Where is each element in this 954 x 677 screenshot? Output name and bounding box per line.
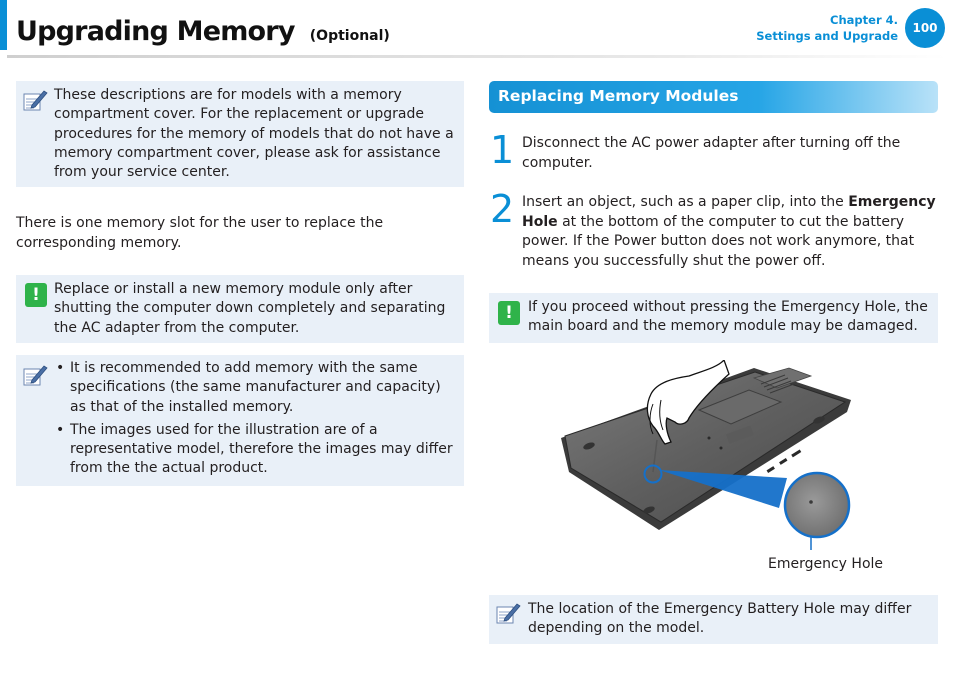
pencil-note-icon (22, 88, 48, 114)
step-number-2: 2 (490, 187, 515, 231)
page-title-suffix: (Optional) (309, 28, 390, 44)
list-item: • The images used for the illustration are of a representative model, therefore the images may differ from the the actual product. (56, 421, 458, 479)
section-title: Replacing Memory Modules (498, 87, 739, 105)
caution-box-shutdown (16, 275, 464, 343)
caution-text-emergency-hole: If you proceed without pressing the Emergency Hole, the main board and the memory module may be damaged. (528, 299, 928, 335)
step-text-2-start: Insert an object, such as a paper clip, into the (522, 194, 849, 210)
exclamation-caution-icon: ! (498, 301, 520, 325)
pencil-note-icon (495, 601, 521, 627)
step-text-2-emphasis: Emergency Hole (522, 194, 936, 230)
intro-paragraph: There is one memory slot for the user to replace the corresponding memory. (16, 215, 384, 251)
pencil-note-icon (22, 363, 48, 389)
step-text-1: Disconnect the AC power adapter after turning off the computer. (522, 135, 901, 171)
section-header (489, 81, 938, 113)
exclamation-caution-icon: ! (25, 283, 47, 307)
note-text-hole-location: The location of the Emergency Battery Hole may differ depending on the model. (528, 601, 912, 637)
laptop-underside-illustration (549, 360, 861, 556)
note-box-recommendations (16, 355, 464, 486)
page-title (16, 10, 390, 48)
note-box-hole-location (489, 595, 938, 644)
step-text-2 (522, 193, 942, 271)
page-title-main: Upgrading Memory (16, 16, 295, 47)
step-text-2-end: at the bottom of the computer to cut the battery power. If the Power button does not work anymore, that means you successfully shut the power off. (522, 213, 915, 269)
note-box-compartment (16, 81, 464, 187)
chapter-label (756, 12, 898, 44)
note-bullet-list (56, 359, 458, 483)
header-accent-bar (0, 0, 7, 50)
emergency-hole-caption: Emergency Hole (768, 556, 884, 572)
list-item: • It is recommended to add memory with the same specifications (the same manufacturer and capacity) as that of the installed memory. (56, 359, 458, 417)
page-number-badge: 100 (905, 8, 945, 48)
header-divider (7, 55, 947, 58)
note-text-compartment: These descriptions are for models with a memory compartment cover. For the replacement or upgrade procedures for the memory of models that do not have a memory compartment cover, please ask for assistance from your service center. (54, 87, 454, 181)
caution-box-emergency-hole (489, 293, 938, 343)
chapter-title: Settings and Upgrade (756, 29, 898, 43)
caution-text-shutdown: Replace or install a new memory module only after shutting the computer down completely and separating the AC adapter from the computer. (54, 281, 446, 336)
step-number-1: 1 (490, 128, 515, 172)
chapter-number: Chapter 4. (830, 13, 898, 27)
